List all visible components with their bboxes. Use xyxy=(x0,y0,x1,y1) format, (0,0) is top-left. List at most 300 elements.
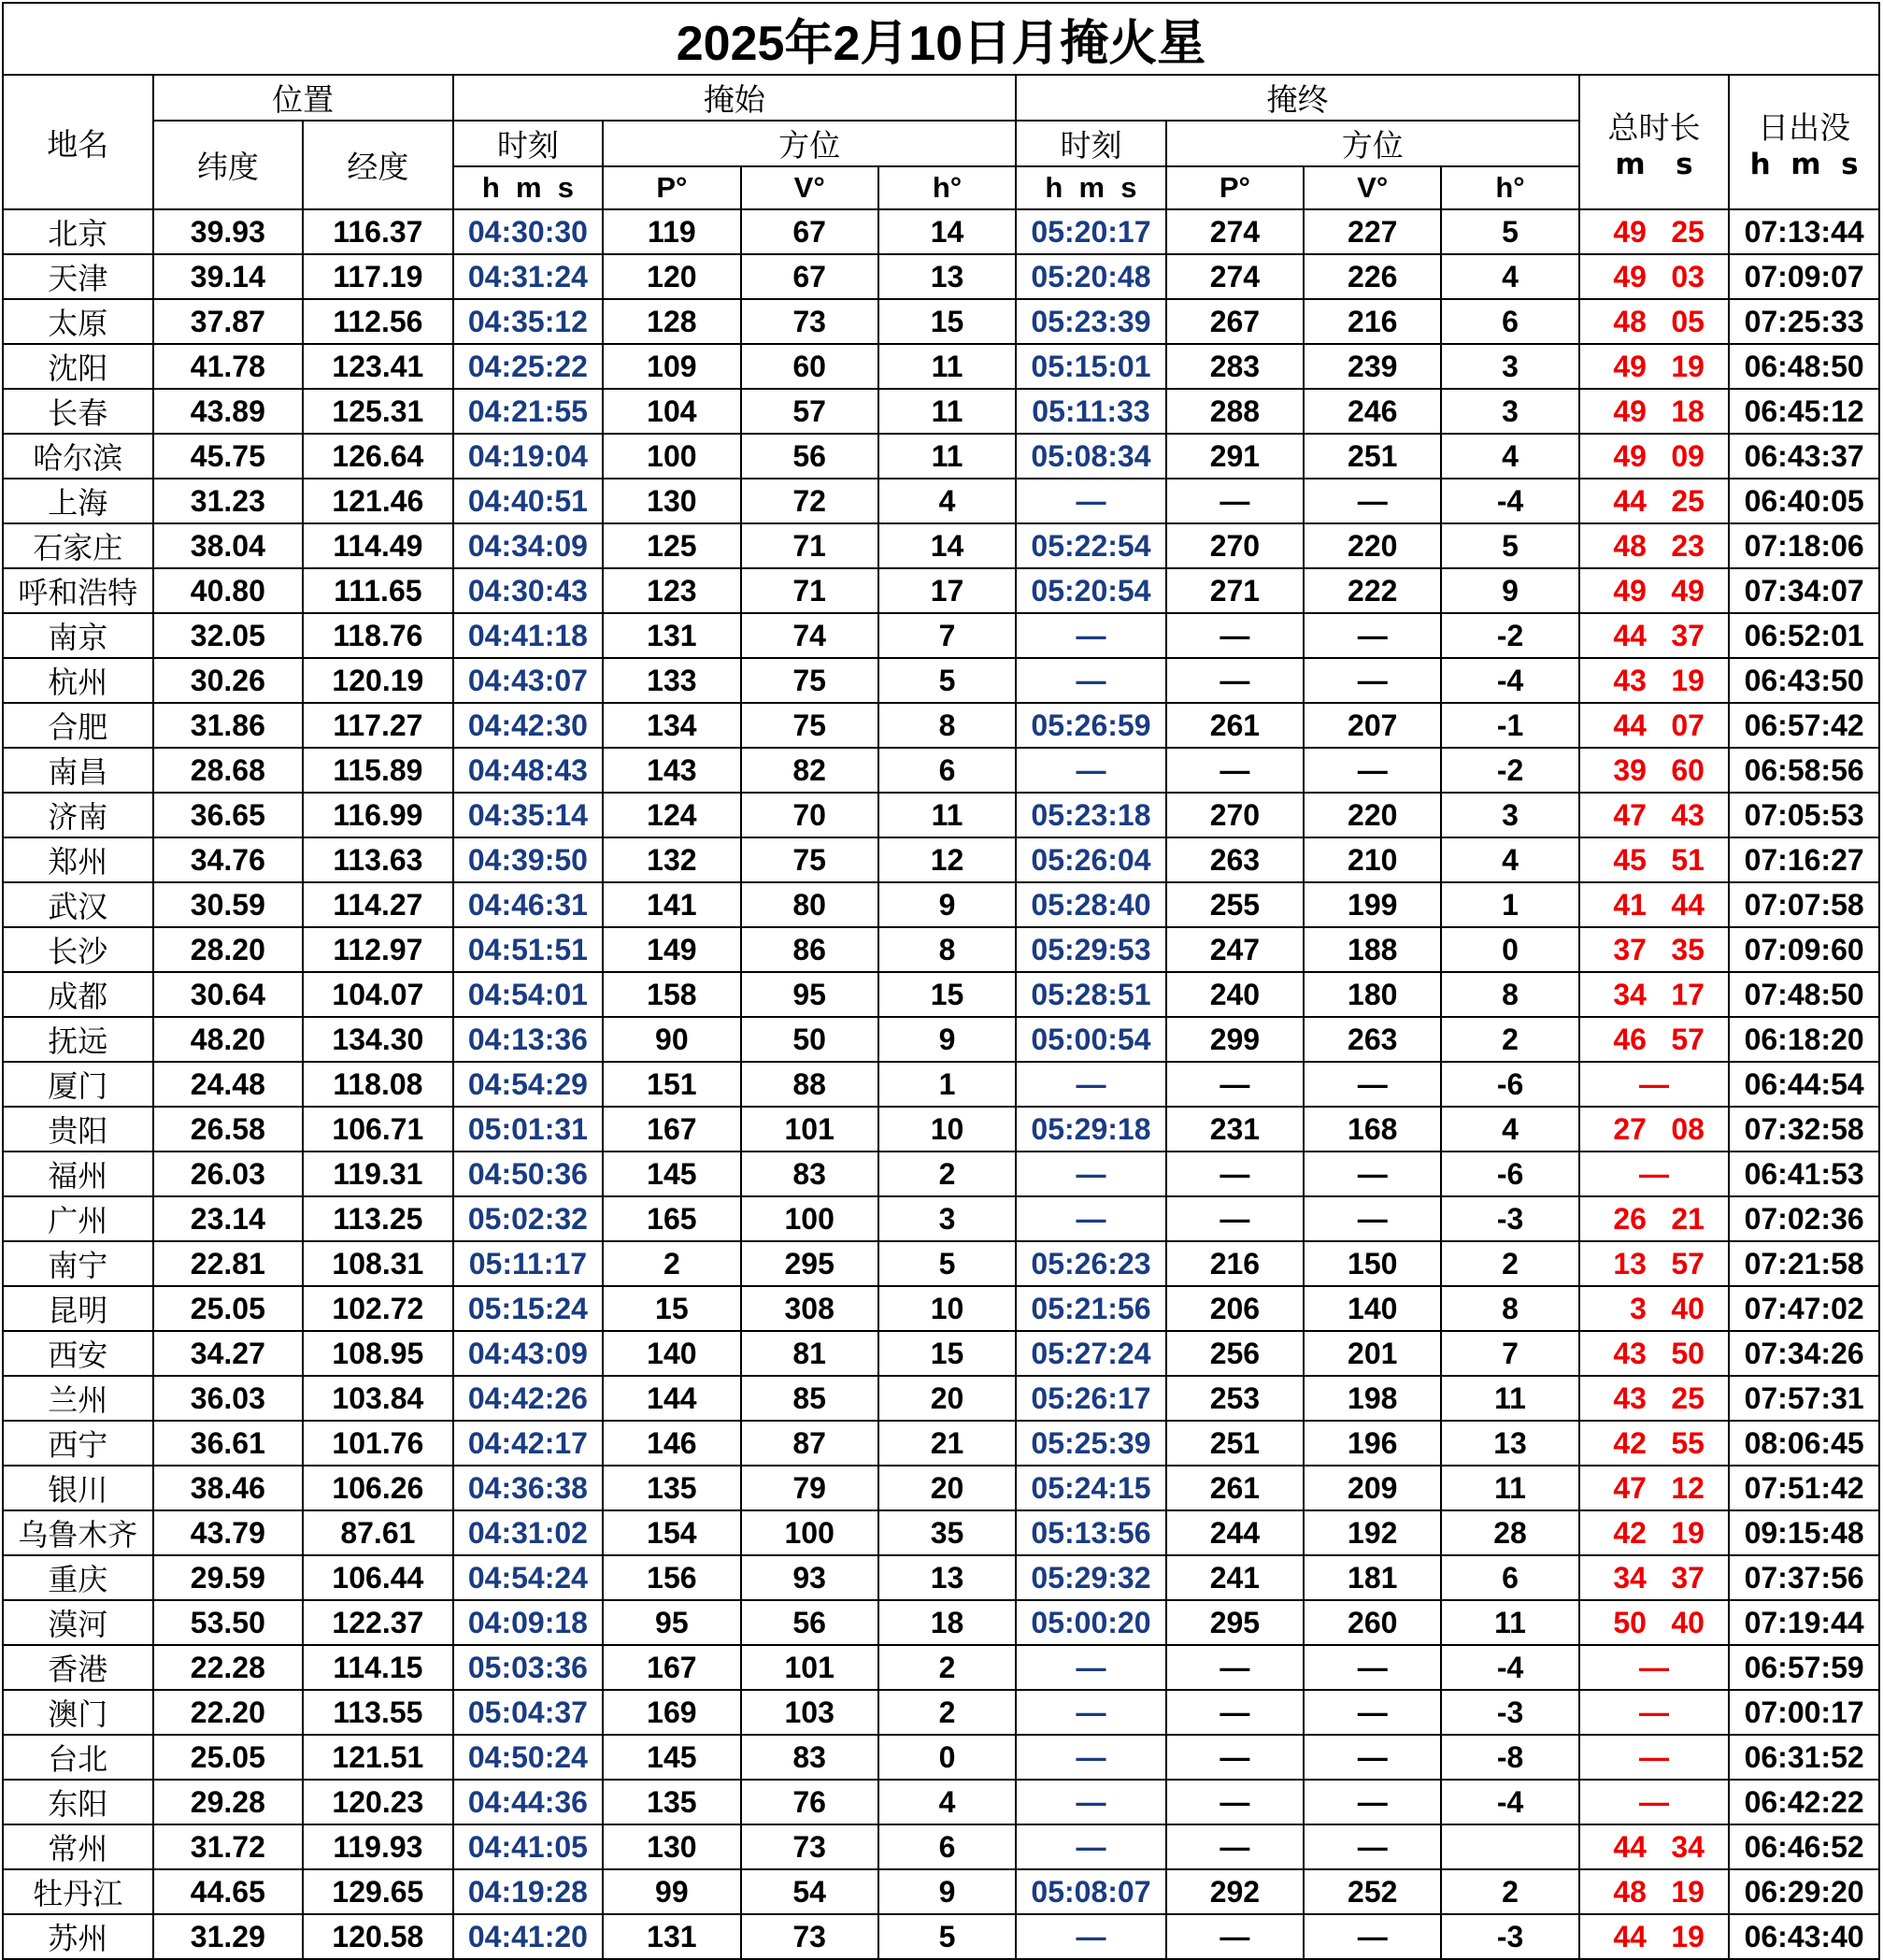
end-p: 256 xyxy=(1166,1331,1304,1376)
start-time: 04:50:24 xyxy=(453,1735,604,1780)
end-h: 5 xyxy=(1441,209,1578,254)
longitude: 116.37 xyxy=(303,209,453,254)
start-p: 149 xyxy=(603,927,740,972)
table-row xyxy=(3,523,1879,568)
longitude: 119.93 xyxy=(303,1824,453,1869)
start-v: 79 xyxy=(741,1466,878,1510)
sun-time: 07:48:50 xyxy=(1729,972,1879,1017)
place-name: 西宁 xyxy=(3,1421,153,1466)
end-v: 150 xyxy=(1304,1241,1441,1286)
duration-minutes: 34 xyxy=(1613,977,1647,1011)
start-h: 9 xyxy=(878,882,1016,927)
start-v: 308 xyxy=(741,1286,878,1331)
duration-seconds: 40 xyxy=(1671,1291,1705,1325)
end-h: 3 xyxy=(1441,344,1578,389)
end-v: — xyxy=(1304,1780,1441,1824)
place-name: 南宁 xyxy=(3,1241,153,1286)
duration-seconds: 50 xyxy=(1671,1336,1705,1370)
end-h: -2 xyxy=(1441,613,1578,658)
end-time: 05:00:20 xyxy=(1016,1600,1166,1645)
header-end-azimuth: 方位 xyxy=(1166,121,1579,166)
place-name: 石家庄 xyxy=(3,523,153,568)
header-end-v: V° xyxy=(1304,166,1441,209)
end-h: 1 xyxy=(1441,882,1578,927)
end-v: 239 xyxy=(1304,344,1441,389)
sun-time: 06:58:56 xyxy=(1729,748,1879,793)
latitude: 31.86 xyxy=(153,703,304,748)
end-v: 201 xyxy=(1304,1331,1441,1376)
header-start-hms: h m s xyxy=(453,166,604,209)
end-p: 270 xyxy=(1166,523,1304,568)
end-time: 05:26:23 xyxy=(1016,1241,1166,1286)
end-h: -4 xyxy=(1441,479,1578,523)
duration-seconds: 25 xyxy=(1671,1381,1705,1415)
end-time: 05:20:48 xyxy=(1016,254,1166,299)
duration-minutes: 43 xyxy=(1613,1381,1647,1415)
end-h: -3 xyxy=(1441,1196,1578,1241)
start-p: 120 xyxy=(603,254,740,299)
start-v: 100 xyxy=(741,1510,878,1555)
duration xyxy=(1579,1869,1730,1914)
sun-time: 06:57:59 xyxy=(1729,1645,1879,1690)
end-v: 251 xyxy=(1304,434,1441,479)
duration xyxy=(1579,748,1730,793)
duration xyxy=(1579,1600,1730,1645)
place-name: 沈阳 xyxy=(3,344,153,389)
longitude: 112.97 xyxy=(303,927,453,972)
start-h: 14 xyxy=(878,523,1016,568)
start-p: 99 xyxy=(603,1869,740,1914)
latitude: 39.93 xyxy=(153,209,304,254)
latitude: 29.59 xyxy=(153,1555,304,1600)
sun-time: 07:09:07 xyxy=(1729,254,1879,299)
sun-time: 07:18:06 xyxy=(1729,523,1879,568)
latitude: 31.29 xyxy=(153,1914,304,1959)
start-p: 125 xyxy=(603,523,740,568)
latitude: 40.80 xyxy=(153,568,304,613)
end-v: 196 xyxy=(1304,1421,1441,1466)
sun-time: 09:15:48 xyxy=(1729,1510,1879,1555)
duration-minutes: 3 xyxy=(1630,1291,1647,1325)
end-h: -4 xyxy=(1441,1780,1578,1824)
end-p: — xyxy=(1166,1735,1304,1780)
end-h: 11 xyxy=(1441,1376,1578,1421)
table-row xyxy=(3,1555,1879,1600)
place-name: 抚远 xyxy=(3,1017,153,1062)
end-v: 198 xyxy=(1304,1376,1441,1421)
start-time: 04:40:51 xyxy=(453,479,604,523)
duration xyxy=(1579,1466,1730,1510)
table-row xyxy=(3,1869,1879,1914)
start-v: 73 xyxy=(741,299,878,344)
end-time: 05:26:59 xyxy=(1016,703,1166,748)
start-h: 6 xyxy=(878,748,1016,793)
duration xyxy=(1579,1824,1730,1869)
end-v: 168 xyxy=(1304,1107,1441,1152)
duration-minutes: 37 xyxy=(1613,932,1647,966)
start-p: 141 xyxy=(603,882,740,927)
duration xyxy=(1579,1286,1730,1331)
table-row xyxy=(3,254,1879,299)
start-v: 73 xyxy=(741,1824,878,1869)
table-row xyxy=(3,927,1879,972)
header-lat: 纬度 xyxy=(153,121,304,209)
end-v: — xyxy=(1304,1690,1441,1735)
end-p: 263 xyxy=(1166,837,1304,882)
longitude: 106.71 xyxy=(303,1107,453,1152)
start-h: 17 xyxy=(878,568,1016,613)
start-v: 50 xyxy=(741,1017,878,1062)
duration-minutes: 44 xyxy=(1613,618,1647,652)
duration xyxy=(1579,882,1730,927)
start-time: 04:31:24 xyxy=(453,254,604,299)
end-h: 8 xyxy=(1441,972,1578,1017)
start-v: 103 xyxy=(741,1690,878,1735)
start-h: 10 xyxy=(878,1286,1016,1331)
duration-minutes: 49 xyxy=(1613,214,1647,249)
end-h: 4 xyxy=(1441,1107,1578,1152)
start-v: 100 xyxy=(741,1196,878,1241)
end-h: 4 xyxy=(1441,254,1578,299)
start-time: 04:41:20 xyxy=(453,1914,604,1959)
latitude: 24.48 xyxy=(153,1062,304,1107)
start-v: 70 xyxy=(741,793,878,837)
duration xyxy=(1579,434,1730,479)
start-p: 109 xyxy=(603,344,740,389)
longitude: 126.64 xyxy=(303,434,453,479)
end-h: 2 xyxy=(1441,1017,1578,1062)
start-time: 04:41:05 xyxy=(453,1824,604,1869)
duration xyxy=(1579,1555,1730,1600)
end-p: 240 xyxy=(1166,972,1304,1017)
start-p: 144 xyxy=(603,1376,740,1421)
duration-minutes: 41 xyxy=(1613,887,1647,922)
place-name: 天津 xyxy=(3,254,153,299)
duration: — xyxy=(1579,1152,1730,1196)
place-name: 兰州 xyxy=(3,1376,153,1421)
end-v: — xyxy=(1304,479,1441,523)
end-v: 210 xyxy=(1304,837,1441,882)
table-row xyxy=(3,1735,1879,1780)
duration-seconds: 21 xyxy=(1671,1201,1705,1236)
end-h: -4 xyxy=(1441,1645,1578,1690)
sun-time: 06:43:50 xyxy=(1729,658,1879,703)
duration xyxy=(1579,613,1730,658)
end-v: — xyxy=(1304,1824,1441,1869)
header-duration-label: 总时长 xyxy=(1607,108,1701,146)
end-h: 6 xyxy=(1441,299,1578,344)
place-name: 苏州 xyxy=(3,1914,153,1959)
duration xyxy=(1579,389,1730,434)
duration-minutes: 43 xyxy=(1613,1336,1647,1370)
header-sun-label: 日出没 xyxy=(1758,108,1851,146)
start-time: 04:50:36 xyxy=(453,1152,604,1196)
header-start-v: V° xyxy=(741,166,878,209)
longitude: 108.31 xyxy=(303,1241,453,1286)
duration-seconds: 08 xyxy=(1671,1111,1705,1146)
start-h: 1 xyxy=(878,1062,1016,1107)
start-h: 2 xyxy=(878,1152,1016,1196)
place-name: 福州 xyxy=(3,1152,153,1196)
duration-minutes: 48 xyxy=(1613,528,1647,563)
duration-seconds: 49 xyxy=(1671,573,1705,608)
longitude: 108.95 xyxy=(303,1331,453,1376)
header-end-hms: h m s xyxy=(1016,166,1166,209)
duration: — xyxy=(1579,1645,1730,1690)
duration xyxy=(1579,479,1730,523)
start-p: 15 xyxy=(603,1286,740,1331)
longitude: 111.65 xyxy=(303,568,453,613)
table-row xyxy=(3,1196,1879,1241)
end-p: — xyxy=(1166,658,1304,703)
end-p: 261 xyxy=(1166,703,1304,748)
end-time: 05:11:33 xyxy=(1016,389,1166,434)
sun-time: 07:25:33 xyxy=(1729,299,1879,344)
end-v: 192 xyxy=(1304,1510,1441,1555)
place-name: 台北 xyxy=(3,1735,153,1780)
sun-time: 07:37:56 xyxy=(1729,1555,1879,1600)
duration-minutes: 47 xyxy=(1613,1470,1647,1505)
end-time: 05:25:39 xyxy=(1016,1421,1166,1466)
duration-minutes: 49 xyxy=(1613,438,1647,473)
start-time: 04:30:30 xyxy=(453,209,604,254)
start-h: 2 xyxy=(878,1690,1016,1735)
table-row xyxy=(3,1824,1879,1869)
sun-time: 07:34:07 xyxy=(1729,568,1879,613)
end-time: 05:29:32 xyxy=(1016,1555,1166,1600)
start-time: 04:09:18 xyxy=(453,1600,604,1645)
latitude: 25.05 xyxy=(153,1735,304,1780)
start-time: 04:54:29 xyxy=(453,1062,604,1107)
start-v: 74 xyxy=(741,613,878,658)
place-name: 南京 xyxy=(3,613,153,658)
end-v: — xyxy=(1304,1914,1441,1959)
start-h: 14 xyxy=(878,209,1016,254)
longitude: 129.65 xyxy=(303,1869,453,1914)
end-v: 246 xyxy=(1304,389,1441,434)
sun-time: 06:40:05 xyxy=(1729,479,1879,523)
latitude: 25.05 xyxy=(153,1286,304,1331)
start-v: 56 xyxy=(741,1600,878,1645)
start-h: 11 xyxy=(878,793,1016,837)
start-p: 154 xyxy=(603,1510,740,1555)
end-p: — xyxy=(1166,1152,1304,1196)
latitude: 36.65 xyxy=(153,793,304,837)
sun-time: 06:18:20 xyxy=(1729,1017,1879,1062)
duration-seconds: 19 xyxy=(1671,349,1705,383)
place-name: 郑州 xyxy=(3,837,153,882)
place-name: 济南 xyxy=(3,793,153,837)
end-h: 9 xyxy=(1441,568,1578,613)
end-time: 05:29:18 xyxy=(1016,1107,1166,1152)
end-p: 271 xyxy=(1166,568,1304,613)
table-row xyxy=(3,882,1879,927)
place-name: 呼和浩特 xyxy=(3,568,153,613)
start-time: 04:19:28 xyxy=(453,1869,604,1914)
start-p: 130 xyxy=(603,1824,740,1869)
table-row xyxy=(3,1780,1879,1824)
end-p: 251 xyxy=(1166,1421,1304,1466)
occultation-table xyxy=(2,2,1880,1960)
start-p: 128 xyxy=(603,299,740,344)
end-time: — xyxy=(1016,1914,1166,1959)
table-row xyxy=(3,703,1879,748)
longitude: 104.07 xyxy=(303,972,453,1017)
end-p: 291 xyxy=(1166,434,1304,479)
end-p: 299 xyxy=(1166,1017,1304,1062)
end-time: — xyxy=(1016,1780,1166,1824)
longitude: 87.61 xyxy=(303,1510,453,1555)
duration xyxy=(1579,254,1730,299)
end-h: 5 xyxy=(1441,523,1578,568)
table-row xyxy=(3,1286,1879,1331)
start-h: 11 xyxy=(878,389,1016,434)
longitude: 102.72 xyxy=(303,1286,453,1331)
start-time: 04:19:04 xyxy=(453,434,604,479)
start-p: 134 xyxy=(603,703,740,748)
start-time: 04:36:38 xyxy=(453,1466,604,1510)
start-p: 90 xyxy=(603,1017,740,1062)
start-h: 5 xyxy=(878,1241,1016,1286)
latitude: 39.14 xyxy=(153,254,304,299)
duration-seconds: 55 xyxy=(1671,1425,1705,1460)
end-time: 05:29:53 xyxy=(1016,927,1166,972)
duration-seconds: 05 xyxy=(1671,304,1705,338)
start-p: 104 xyxy=(603,389,740,434)
duration-minutes: 49 xyxy=(1613,259,1647,293)
start-time: 04:51:51 xyxy=(453,927,604,972)
latitude: 22.28 xyxy=(153,1645,304,1690)
start-h: 8 xyxy=(878,927,1016,972)
sun-time: 06:43:37 xyxy=(1729,434,1879,479)
header-start-p: P° xyxy=(603,166,740,209)
end-p: 288 xyxy=(1166,389,1304,434)
end-time: — xyxy=(1016,1735,1166,1780)
duration-seconds: 19 xyxy=(1671,1515,1705,1550)
start-time: 04:54:24 xyxy=(453,1555,604,1600)
start-h: 15 xyxy=(878,299,1016,344)
duration-seconds: 19 xyxy=(1671,1874,1705,1909)
longitude: 125.31 xyxy=(303,389,453,434)
end-time: 05:08:34 xyxy=(1016,434,1166,479)
end-p: 292 xyxy=(1166,1869,1304,1914)
duration xyxy=(1579,1510,1730,1555)
duration xyxy=(1579,837,1730,882)
place-name: 香港 xyxy=(3,1645,153,1690)
longitude: 112.56 xyxy=(303,299,453,344)
longitude: 120.23 xyxy=(303,1780,453,1824)
place-name: 合肥 xyxy=(3,703,153,748)
place-name: 哈尔滨 xyxy=(3,434,153,479)
start-h: 21 xyxy=(878,1421,1016,1466)
latitude: 34.76 xyxy=(153,837,304,882)
latitude: 22.81 xyxy=(153,1241,304,1286)
duration-seconds: 25 xyxy=(1671,214,1705,249)
start-p: 100 xyxy=(603,434,740,479)
duration-seconds: 57 xyxy=(1671,1246,1705,1280)
start-time: 05:03:36 xyxy=(453,1645,604,1690)
duration-minutes: 48 xyxy=(1613,1874,1647,1909)
table-row xyxy=(3,748,1879,793)
start-time: 04:21:55 xyxy=(453,389,604,434)
start-v: 88 xyxy=(741,1062,878,1107)
duration-minutes: 13 xyxy=(1613,1246,1647,1280)
sun-time: 06:57:42 xyxy=(1729,703,1879,748)
end-v: 263 xyxy=(1304,1017,1441,1062)
latitude: 28.20 xyxy=(153,927,304,972)
longitude: 122.37 xyxy=(303,1600,453,1645)
start-h: 12 xyxy=(878,837,1016,882)
end-h: -4 xyxy=(1441,658,1578,703)
start-p: 158 xyxy=(603,972,740,1017)
end-time: 05:24:15 xyxy=(1016,1466,1166,1510)
latitude: 43.89 xyxy=(153,389,304,434)
end-p: 241 xyxy=(1166,1555,1304,1600)
start-v: 57 xyxy=(741,389,878,434)
start-v: 71 xyxy=(741,568,878,613)
start-v: 101 xyxy=(741,1107,878,1152)
header-end-time: 时刻 xyxy=(1016,121,1166,166)
duration-seconds: 43 xyxy=(1671,797,1705,832)
end-v: — xyxy=(1304,1645,1441,1690)
end-p: — xyxy=(1166,1690,1304,1735)
table-row xyxy=(3,1690,1879,1735)
duration-seconds: 35 xyxy=(1671,932,1705,966)
end-p: — xyxy=(1166,613,1304,658)
duration: — xyxy=(1579,1690,1730,1735)
sun-time: 06:41:53 xyxy=(1729,1152,1879,1196)
end-v: 180 xyxy=(1304,972,1441,1017)
start-p: 135 xyxy=(603,1466,740,1510)
end-p: — xyxy=(1166,1645,1304,1690)
end-h: -1 xyxy=(1441,703,1578,748)
end-p: — xyxy=(1166,1780,1304,1824)
header-end-h: h° xyxy=(1441,166,1578,209)
latitude: 53.50 xyxy=(153,1600,304,1645)
sun-time: 06:48:50 xyxy=(1729,344,1879,389)
start-p: 143 xyxy=(603,748,740,793)
header-start-time: 时刻 xyxy=(453,121,604,166)
duration xyxy=(1579,1421,1730,1466)
latitude: 29.28 xyxy=(153,1780,304,1824)
duration-minutes: 43 xyxy=(1613,663,1647,697)
end-v: — xyxy=(1304,1152,1441,1196)
end-v: 209 xyxy=(1304,1466,1441,1510)
end-p: 283 xyxy=(1166,344,1304,389)
table-row xyxy=(3,1466,1879,1510)
start-h: 20 xyxy=(878,1376,1016,1421)
duration-seconds: 09 xyxy=(1671,438,1705,473)
start-h: 0 xyxy=(878,1735,1016,1780)
start-h: 9 xyxy=(878,1869,1016,1914)
start-time: 04:34:09 xyxy=(453,523,604,568)
latitude: 28.68 xyxy=(153,748,304,793)
latitude: 36.03 xyxy=(153,1376,304,1421)
end-v: — xyxy=(1304,613,1441,658)
place-name: 澳门 xyxy=(3,1690,153,1735)
end-time: — xyxy=(1016,658,1166,703)
table-row xyxy=(3,1107,1879,1152)
end-time: 05:21:56 xyxy=(1016,1286,1166,1331)
sun-time: 07:51:42 xyxy=(1729,1466,1879,1510)
sun-time: 07:47:02 xyxy=(1729,1286,1879,1331)
end-h: 2 xyxy=(1441,1869,1578,1914)
end-time: 05:22:54 xyxy=(1016,523,1166,568)
start-time: 04:25:22 xyxy=(453,344,604,389)
end-time: — xyxy=(1016,1645,1166,1690)
duration xyxy=(1579,927,1730,972)
start-time: 05:01:31 xyxy=(453,1107,604,1152)
